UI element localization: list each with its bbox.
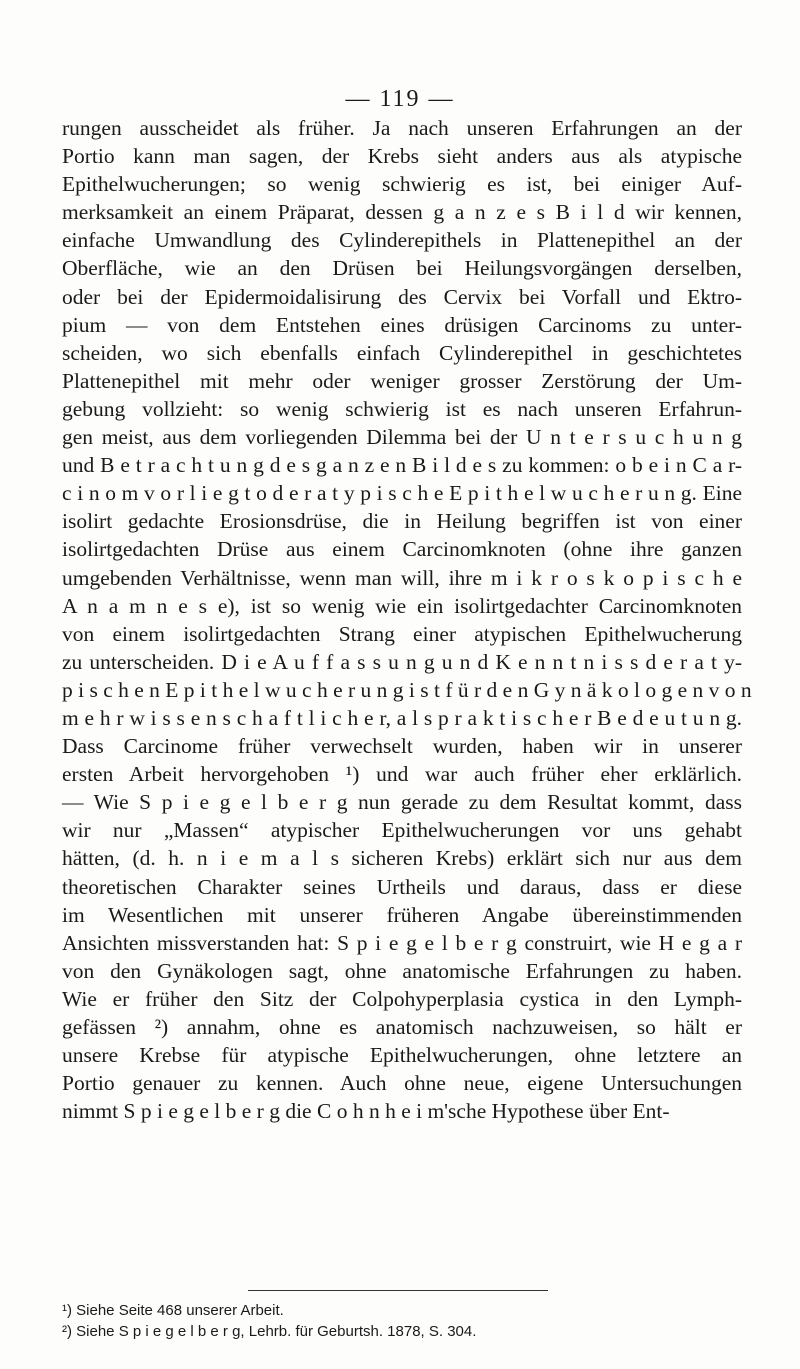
text-line: Wie er früher den Sitz der Colpohyperplasia cystica in den Lymph- xyxy=(62,986,742,1011)
text-line: ersten Arbeit hervorgehoben ¹) und war auch früher eher erklärlich. xyxy=(62,762,742,787)
body-text xyxy=(62,114,752,1125)
text-line: gen meist, aus dem vorliegenden Dilemma bei der U n t e r s u c h u n g xyxy=(62,425,742,450)
text-line: Oberfläche, wie an den Drüsen bei Heilungsvorgängen derselben, xyxy=(62,256,742,281)
text-line: hätten, (d. h. n i e m a l s sicheren Krebs) erklärt sich nur aus dem xyxy=(62,846,742,871)
footnote-2: ²) Siehe S p i e g e l b e r g, Lehrb. für Geburtsh. 1878, S. 304. xyxy=(62,1323,477,1340)
text-line: Dass Carcinome früher verwechselt wurden, haben wir in unserer xyxy=(62,734,742,759)
page-number: — 119 — xyxy=(345,86,455,112)
text-line: isolirt gedachte Erosionsdrüse, die in Heilung begriffen ist von einer xyxy=(62,509,742,534)
text-line: Portio genauer zu kennen. Auch ohne neue, eigene Untersuchungen xyxy=(62,1071,742,1096)
text-line: gebung vollzieht: so wenig schwierig ist es nach unseren Erfahrun- xyxy=(62,396,742,421)
text-line: rungen ausscheidet als früher. Ja nach unseren Erfahrungen an der xyxy=(62,116,742,140)
text-line: im Wesentlichen mit unserer früheren Angabe übereinstimmenden xyxy=(62,902,742,927)
text-line: c i n o m v o r l i e g t o d e r a t y p i s c h e E p i t h e l w u c h e r u n g. Eine xyxy=(62,481,742,506)
text-line: scheiden, wo sich ebenfalls einfach Cylinderepithel in geschichtetes xyxy=(62,340,742,365)
text-line: Ansichten missverstanden hat: S p i e g e l b e r g construirt, wie H e g a r xyxy=(62,930,742,955)
text-line: nimmt S p i e g e l b e r g die C o h n h e i m'sche Hypothese über Ent- xyxy=(62,1099,670,1124)
text-line: unsere Krebse für atypische Epithelwucherungen, ohne letztere an xyxy=(62,1043,742,1068)
text-line: von den Gynäkologen sagt, ohne anatomische Erfahrungen zu haben. xyxy=(62,958,742,983)
text-line: umgebenden Verhältnisse, wenn man will, ihre m i k r o s k o p i s c h e xyxy=(62,565,742,590)
footnotes xyxy=(62,1300,742,1342)
text-line: isolirtgedachten Drüse aus einem Carcinomknoten (ohne ihre ganzen xyxy=(62,537,742,562)
text-line: p i s c h e n E p i t h e l w u c h e r u n g i s t f ü r d e n G y n ä k o l o g e n v o n xyxy=(62,677,752,702)
text-line: Portio kann man sagen, der Krebs sieht anders aus als atypische xyxy=(62,144,742,169)
text-line: von einem isolirtgedachten Strang einer atypischen Epithelwucherung xyxy=(62,621,742,646)
text-line: m e h r w i s s e n s c h a f t l i c h e r, a l s p r a k t i s c h e r B e d e u t u n g. xyxy=(62,705,742,730)
text-line: gefässen ²) annahm, ohne es anatomisch nachzuweisen, so hält er xyxy=(62,1015,742,1039)
text-line: und B e t r a c h t u n g d e s g a n z e n B i l d e s zu kommen: o b e i n C a r- xyxy=(62,453,742,478)
text-line: oder bei der Epidermoidalisirung des Cervix bei Vorfall und Ektro- xyxy=(62,284,742,309)
footnote-divider xyxy=(248,1290,548,1291)
text-line: einfache Umwandlung des Cylinderepithels in Plattenepithel an der xyxy=(62,228,742,253)
text-line: merksamkeit an einem Präparat, dessen g a n z e s B i l d wir kennen, xyxy=(62,200,742,225)
text-line: theoretischen Charakter seines Urtheils und daraus, dass er diese xyxy=(62,874,742,899)
text-line: Epithelwucherungen; so wenig schwierig es ist, bei einiger Auf- xyxy=(62,172,742,197)
text-line: wir nur „Massen“ atypischer Epithelwucherungen vor uns gehabt xyxy=(62,818,742,843)
text-line: pium — von dem Entstehen eines drüsigen Carcinoms zu unter- xyxy=(62,312,742,337)
text-line: zu unterscheiden. D i e A u f f a s s u n g u n d K e n n t n i s s d e r a t y- xyxy=(62,649,742,674)
text-line: — Wie S p i e g e l b e r g nun gerade zu dem Resultat kommt, dass xyxy=(62,790,742,815)
text-line: Plattenepithel mit mehr oder weniger grosser Zerstörung der Um- xyxy=(62,368,742,393)
text-line: A n a m n e s e), ist so wenig wie ein isolirtgedachter Carcinomknoten xyxy=(62,593,742,618)
footnote-1: ¹) Siehe Seite 468 unserer Arbeit. xyxy=(62,1302,284,1319)
